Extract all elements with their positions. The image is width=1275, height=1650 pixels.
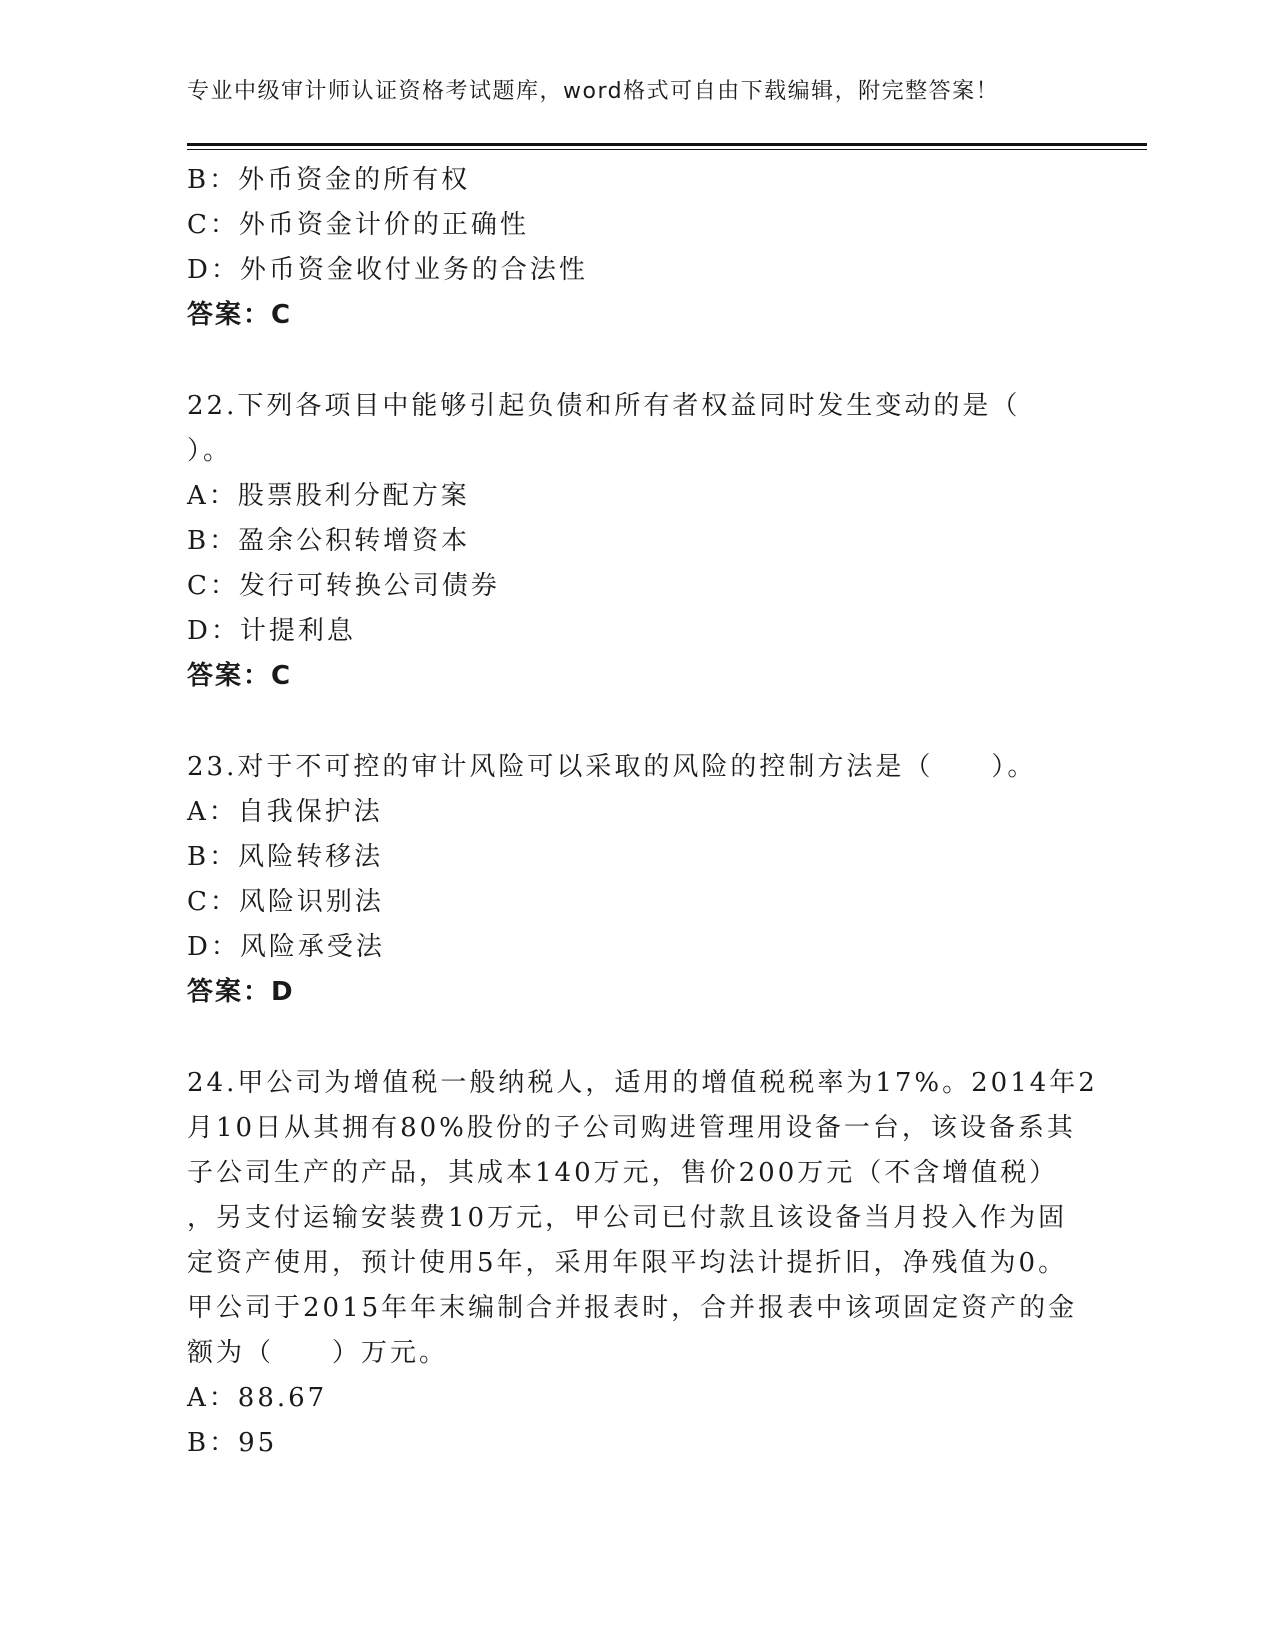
option-d: D：风险承受法 xyxy=(187,932,385,962)
question-stem-line: 额为（ ）万元。 xyxy=(187,1338,449,1368)
answer: 答案：C xyxy=(187,661,293,691)
question-content xyxy=(187,158,1098,1466)
header-rule-thin xyxy=(187,149,1147,150)
answer: 答案：D xyxy=(187,977,295,1007)
header-rule-thick xyxy=(187,143,1147,146)
page-header: 专业中级审计师认证资格考试题库，word格式可自由下载编辑，附完整答案！ xyxy=(187,79,1000,104)
option-b: B：外币资金的所有权 xyxy=(187,165,471,195)
option-c: C：外币资金计价的正确性 xyxy=(187,210,529,240)
option-b: B：风险转移法 xyxy=(187,842,384,872)
question-23 xyxy=(187,745,1087,1015)
question-stem-line: 22.下列各项目中能够引起负债和所有者权益同时发生变动的是（ xyxy=(187,391,1021,421)
question-21-tail xyxy=(187,158,1087,338)
question-stem-line: 23.对于不可控的审计风险可以采取的风险的控制方法是（ ）。 xyxy=(187,752,1037,782)
question-stem-line: ，另支付运输安装费10万元，甲公司已付款且该设备当月投入作为固 xyxy=(187,1203,1068,1233)
option-b: B：盈余公积转增资本 xyxy=(187,526,471,556)
option-d: D：计提利息 xyxy=(187,616,356,646)
question-stem-line: 甲公司于2015年年末编制合并报表时，合并报表中该项固定资产的金 xyxy=(187,1293,1078,1323)
option-a: A：自我保护法 xyxy=(187,797,383,827)
option-a: A：股票股利分配方案 xyxy=(187,481,470,511)
answer: 答案：C xyxy=(187,300,293,330)
option-c: C：发行可转换公司债券 xyxy=(187,571,500,601)
question-stem-line: ）。 xyxy=(187,436,233,466)
question-24 xyxy=(187,1061,1098,1466)
question-stem-line: 24.甲公司为增值税一般纳税人，适用的增值税税率为17%。2014年2 xyxy=(187,1068,1098,1098)
question-stem-line: 子公司生产的产品，其成本140万元，售价200万元（不含增值税） xyxy=(187,1158,1059,1188)
option-a: A：88.67 xyxy=(187,1383,328,1413)
question-stem-line: 定资产使用，预计使用5年，采用年限平均法计提折旧，净残值为0。 xyxy=(187,1248,1068,1278)
option-c: C：风险识别法 xyxy=(187,887,384,917)
option-d: D：外币资金收付业务的合法性 xyxy=(187,255,588,285)
question-stem-line: 月10日从其拥有80%股份的子公司购进管理用设备一台，该设备系其 xyxy=(187,1113,1076,1143)
option-b: B：95 xyxy=(187,1428,278,1458)
question-22 xyxy=(187,384,1087,699)
